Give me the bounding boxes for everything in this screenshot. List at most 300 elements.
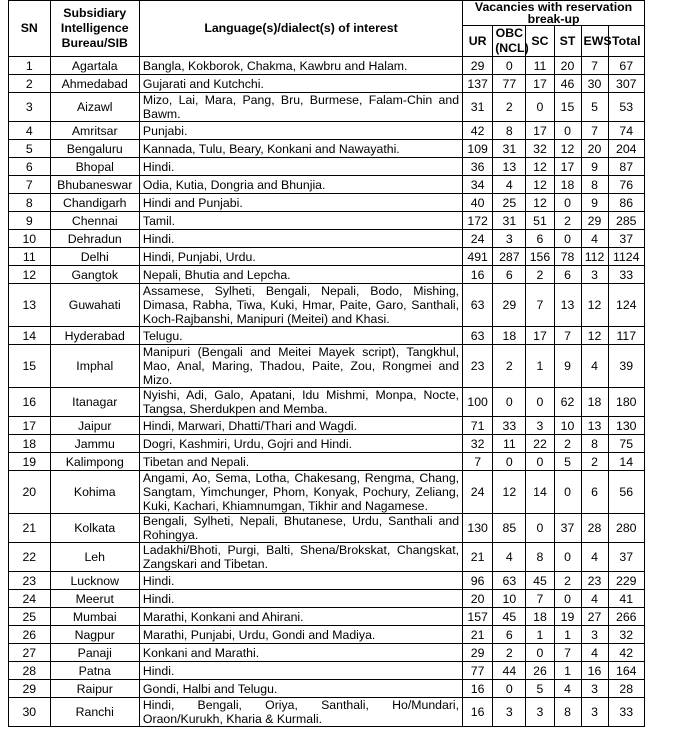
cell-total: 285 bbox=[608, 212, 644, 230]
cell-ur: 16 bbox=[463, 266, 493, 284]
cell-ur: 71 bbox=[463, 417, 493, 435]
cell-sn: 21 bbox=[9, 514, 51, 543]
cell-sn: 8 bbox=[9, 194, 51, 212]
cell-ur: 96 bbox=[463, 572, 493, 590]
cell-st: 1 bbox=[554, 626, 581, 644]
header-total: Total bbox=[608, 26, 644, 57]
cell-ur: 32 bbox=[463, 435, 493, 453]
cell-sc: 3 bbox=[526, 417, 554, 435]
table-row bbox=[9, 230, 645, 248]
cell-sn: 1 bbox=[9, 57, 51, 75]
cell-ews: 13 bbox=[581, 417, 608, 435]
cell-sc: 156 bbox=[526, 248, 554, 266]
cell-sc: 17 bbox=[526, 327, 554, 345]
table-row bbox=[9, 698, 645, 727]
cell-obc: 63 bbox=[493, 572, 526, 590]
cell-obc: 11 bbox=[493, 435, 526, 453]
cell-obc: 77 bbox=[493, 75, 526, 93]
cell-st: 13 bbox=[554, 284, 581, 327]
cell-language: Marathi, Punjabi, Urdu, Gondi and Madiya. bbox=[139, 626, 462, 644]
header-obc: OBC (NCL) bbox=[493, 26, 526, 57]
cell-obc: 2 bbox=[493, 93, 526, 122]
table-row bbox=[9, 417, 645, 435]
cell-ur: 31 bbox=[463, 93, 493, 122]
cell-st: 18 bbox=[554, 176, 581, 194]
cell-total: 39 bbox=[608, 345, 644, 388]
cell-total: 164 bbox=[608, 662, 644, 680]
cell-language: Ladakhi/Bhoti, Purgi, Balti, Shena/Brokskat, Changskat, Zangskari and Tibetan. bbox=[139, 543, 462, 572]
cell-obc: 33 bbox=[493, 417, 526, 435]
cell-st: 37 bbox=[554, 514, 581, 543]
table-row bbox=[9, 435, 645, 453]
table-row bbox=[9, 327, 645, 345]
cell-sc: 17 bbox=[526, 75, 554, 93]
cell-sc: 1 bbox=[526, 626, 554, 644]
cell-sc: 0 bbox=[526, 644, 554, 662]
header-ews: EWS bbox=[581, 26, 608, 57]
cell-sn: 22 bbox=[9, 543, 51, 572]
cell-obc: 18 bbox=[493, 327, 526, 345]
table-header bbox=[9, 1, 645, 57]
cell-st: 5 bbox=[554, 453, 581, 471]
cell-sib: Kalimpong bbox=[50, 453, 139, 471]
cell-st: 6 bbox=[554, 266, 581, 284]
cell-sc: 6 bbox=[526, 230, 554, 248]
cell-sc: 14 bbox=[526, 471, 554, 514]
cell-total: 130 bbox=[608, 417, 644, 435]
cell-st: 17 bbox=[554, 158, 581, 176]
cell-ur: 63 bbox=[463, 327, 493, 345]
cell-ews: 3 bbox=[581, 626, 608, 644]
cell-ews: 9 bbox=[581, 194, 608, 212]
cell-language: Bangla, Kokborok, Chakma, Kawbru and Halam. bbox=[139, 57, 462, 75]
cell-language: Bengali, Sylheti, Nepali, Bhutanese, Urdu, Santhali and Rohingya. bbox=[139, 514, 462, 543]
cell-st: 12 bbox=[554, 140, 581, 158]
table-row bbox=[9, 514, 645, 543]
cell-ur: 29 bbox=[463, 57, 493, 75]
cell-language: Mizo, Lai, Mara, Pang, Bru, Burmese, Falam-Chin and Bawm. bbox=[139, 93, 462, 122]
cell-ews: 29 bbox=[581, 212, 608, 230]
cell-st: 9 bbox=[554, 345, 581, 388]
cell-sc: 32 bbox=[526, 140, 554, 158]
cell-language: Odia, Kutia, Dongria and Bhunjia. bbox=[139, 176, 462, 194]
cell-language: Nyishi, Adi, Galo, Apatani, Idu Mishmi, Monpa, Nocte, Tangsa, Sherdukpen and Memba. bbox=[139, 388, 462, 417]
cell-total: 37 bbox=[608, 543, 644, 572]
cell-total: 41 bbox=[608, 590, 644, 608]
cell-language: Hindi. bbox=[139, 158, 462, 176]
cell-total: 56 bbox=[608, 471, 644, 514]
table-row bbox=[9, 176, 645, 194]
cell-obc: 0 bbox=[493, 57, 526, 75]
cell-language: Hindi. bbox=[139, 572, 462, 590]
cell-ews: 4 bbox=[581, 543, 608, 572]
cell-ews: 16 bbox=[581, 662, 608, 680]
cell-sn: 5 bbox=[9, 140, 51, 158]
cell-st: 62 bbox=[554, 388, 581, 417]
cell-sn: 16 bbox=[9, 388, 51, 417]
cell-ur: 109 bbox=[463, 140, 493, 158]
cell-st: 2 bbox=[554, 435, 581, 453]
cell-ews: 23 bbox=[581, 572, 608, 590]
cell-language: Angami, Ao, Sema, Lotha, Chakesang, Rengma, Chang, Sangtam, Yimchunger, Phom, Konyak, Pochury, Zeliang, Kuki, Kachari, Khiamnumgan, Tikhir and Nagamese. bbox=[139, 471, 462, 514]
table-row bbox=[9, 75, 645, 93]
cell-ews: 2 bbox=[581, 453, 608, 471]
cell-language: Kannada, Tulu, Beary, Konkani and Nawayathi. bbox=[139, 140, 462, 158]
cell-obc: 29 bbox=[493, 284, 526, 327]
cell-sn: 24 bbox=[9, 590, 51, 608]
cell-ur: 34 bbox=[463, 176, 493, 194]
cell-sib: Hyderabad bbox=[50, 327, 139, 345]
cell-ur: 172 bbox=[463, 212, 493, 230]
cell-total: 32 bbox=[608, 626, 644, 644]
cell-sc: 26 bbox=[526, 662, 554, 680]
cell-st: 2 bbox=[554, 572, 581, 590]
cell-obc: 2 bbox=[493, 345, 526, 388]
cell-language: Nepali, Bhutia and Lepcha. bbox=[139, 266, 462, 284]
cell-total: 180 bbox=[608, 388, 644, 417]
cell-sc: 18 bbox=[526, 608, 554, 626]
cell-sib: Kohima bbox=[50, 471, 139, 514]
cell-total: 87 bbox=[608, 158, 644, 176]
cell-sn: 7 bbox=[9, 176, 51, 194]
cell-st: 2 bbox=[554, 212, 581, 230]
cell-st: 0 bbox=[554, 122, 581, 140]
cell-sn: 26 bbox=[9, 626, 51, 644]
cell-sc: 17 bbox=[526, 122, 554, 140]
cell-total: 76 bbox=[608, 176, 644, 194]
cell-sc: 3 bbox=[526, 698, 554, 727]
table-row bbox=[9, 680, 645, 698]
cell-language: Hindi, Punjabi, Urdu. bbox=[139, 248, 462, 266]
cell-sn: 9 bbox=[9, 212, 51, 230]
cell-ews: 12 bbox=[581, 284, 608, 327]
table-row bbox=[9, 572, 645, 590]
cell-ur: 16 bbox=[463, 680, 493, 698]
cell-ews: 8 bbox=[581, 435, 608, 453]
cell-language: Manipuri (Bengali and Meitei Mayek script), Tangkhul, Mao, Anal, Maring, Thadou, Paite, Zou, Rongmei and Mizo. bbox=[139, 345, 462, 388]
cell-total: 74 bbox=[608, 122, 644, 140]
cell-sib: Agartala bbox=[50, 57, 139, 75]
cell-ews: 18 bbox=[581, 388, 608, 417]
header-sn: SN bbox=[9, 1, 51, 57]
table-row bbox=[9, 284, 645, 327]
cell-st: 0 bbox=[554, 590, 581, 608]
cell-sn: 13 bbox=[9, 284, 51, 327]
cell-obc: 85 bbox=[493, 514, 526, 543]
cell-sc: 12 bbox=[526, 176, 554, 194]
cell-ur: 137 bbox=[463, 75, 493, 93]
cell-total: 42 bbox=[608, 644, 644, 662]
cell-sn: 4 bbox=[9, 122, 51, 140]
cell-language: Assamese, Sylheti, Bengali, Nepali, Bodo, Mishing, Dimasa, Rabha, Tiwa, Kuki, Hmar, Paite, Garo, Santhali, Koch-Rajbanshi, Manipuri (Meitei) and Khasi. bbox=[139, 284, 462, 327]
cell-sib: Bhubaneswar bbox=[50, 176, 139, 194]
cell-sib: Mumbai bbox=[50, 608, 139, 626]
cell-ur: 21 bbox=[463, 626, 493, 644]
cell-total: 75 bbox=[608, 435, 644, 453]
cell-ur: 29 bbox=[463, 644, 493, 662]
cell-obc: 6 bbox=[493, 626, 526, 644]
cell-st: 15 bbox=[554, 93, 581, 122]
cell-sn: 15 bbox=[9, 345, 51, 388]
cell-obc: 12 bbox=[493, 471, 526, 514]
cell-ews: 4 bbox=[581, 345, 608, 388]
cell-sc: 0 bbox=[526, 514, 554, 543]
cell-ur: 77 bbox=[463, 662, 493, 680]
cell-language: Hindi, Bengali, Oriya, Santhali, Ho/Mundari, Oraon/Kurukh, Kharia & Kurmali. bbox=[139, 698, 462, 727]
table-row bbox=[9, 212, 645, 230]
cell-language: Marathi, Konkani and Ahirani. bbox=[139, 608, 462, 626]
cell-sib: Chandigarh bbox=[50, 194, 139, 212]
cell-sib: Chennai bbox=[50, 212, 139, 230]
cell-obc: 4 bbox=[493, 176, 526, 194]
cell-sib: Bhopal bbox=[50, 158, 139, 176]
cell-obc: 45 bbox=[493, 608, 526, 626]
cell-sib: Panaji bbox=[50, 644, 139, 662]
cell-sn: 11 bbox=[9, 248, 51, 266]
cell-st: 10 bbox=[554, 417, 581, 435]
cell-ews: 4 bbox=[581, 230, 608, 248]
cell-sib: Nagpur bbox=[50, 626, 139, 644]
cell-sib: Ranchi bbox=[50, 698, 139, 727]
cell-ur: 63 bbox=[463, 284, 493, 327]
cell-sib: Ahmedabad bbox=[50, 75, 139, 93]
cell-sib: Gangtok bbox=[50, 266, 139, 284]
cell-sib: Patna bbox=[50, 662, 139, 680]
cell-obc: 4 bbox=[493, 543, 526, 572]
cell-sc: 11 bbox=[526, 57, 554, 75]
cell-ur: 36 bbox=[463, 158, 493, 176]
cell-st: 19 bbox=[554, 608, 581, 626]
cell-total: 307 bbox=[608, 75, 644, 93]
cell-ews: 3 bbox=[581, 680, 608, 698]
cell-language: Gujarati and Kutchchi. bbox=[139, 75, 462, 93]
cell-st: 0 bbox=[554, 194, 581, 212]
vacancy-table-container bbox=[8, 0, 645, 727]
cell-sc: 22 bbox=[526, 435, 554, 453]
cell-ews: 8 bbox=[581, 176, 608, 194]
cell-ur: 130 bbox=[463, 514, 493, 543]
cell-obc: 31 bbox=[493, 140, 526, 158]
cell-sib: Delhi bbox=[50, 248, 139, 266]
cell-language: Hindi. bbox=[139, 662, 462, 680]
cell-sc: 51 bbox=[526, 212, 554, 230]
cell-obc: 6 bbox=[493, 266, 526, 284]
cell-sc: 1 bbox=[526, 345, 554, 388]
cell-ews: 30 bbox=[581, 75, 608, 93]
cell-ews: 12 bbox=[581, 327, 608, 345]
cell-st: 4 bbox=[554, 680, 581, 698]
cell-sib: Leh bbox=[50, 543, 139, 572]
cell-sib: Raipur bbox=[50, 680, 139, 698]
cell-ur: 21 bbox=[463, 543, 493, 572]
cell-sn: 17 bbox=[9, 417, 51, 435]
cell-ur: 100 bbox=[463, 388, 493, 417]
cell-sn: 19 bbox=[9, 453, 51, 471]
table-row bbox=[9, 140, 645, 158]
cell-total: 67 bbox=[608, 57, 644, 75]
cell-sn: 23 bbox=[9, 572, 51, 590]
cell-sib: Imphal bbox=[50, 345, 139, 388]
cell-st: 1 bbox=[554, 662, 581, 680]
table-row bbox=[9, 388, 645, 417]
cell-st: 7 bbox=[554, 327, 581, 345]
cell-sc: 0 bbox=[526, 388, 554, 417]
cell-sn: 14 bbox=[9, 327, 51, 345]
cell-obc: 13 bbox=[493, 158, 526, 176]
table-row bbox=[9, 345, 645, 388]
cell-obc: 0 bbox=[493, 680, 526, 698]
cell-ews: 6 bbox=[581, 471, 608, 514]
cell-obc: 25 bbox=[493, 194, 526, 212]
vacancy-table bbox=[8, 0, 645, 727]
cell-st: 0 bbox=[554, 543, 581, 572]
table-row bbox=[9, 626, 645, 644]
cell-total: 124 bbox=[608, 284, 644, 327]
header-vacancies: Vacancies with reservation break-up bbox=[463, 1, 645, 26]
cell-ews: 7 bbox=[581, 122, 608, 140]
table-row bbox=[9, 644, 645, 662]
header-sib: Subsidiary Intelligence Bureau/SIB bbox=[50, 1, 139, 57]
cell-sib: Lucknow bbox=[50, 572, 139, 590]
cell-ews: 112 bbox=[581, 248, 608, 266]
header-sc: SC bbox=[526, 26, 554, 57]
cell-sn: 30 bbox=[9, 698, 51, 727]
table-row bbox=[9, 248, 645, 266]
cell-total: 37 bbox=[608, 230, 644, 248]
header-st: ST bbox=[554, 26, 581, 57]
cell-sib: Itanagar bbox=[50, 388, 139, 417]
cell-ews: 4 bbox=[581, 644, 608, 662]
cell-total: 229 bbox=[608, 572, 644, 590]
table-row bbox=[9, 57, 645, 75]
cell-obc: 31 bbox=[493, 212, 526, 230]
cell-language: Hindi. bbox=[139, 590, 462, 608]
cell-sc: 0 bbox=[526, 453, 554, 471]
cell-sc: 7 bbox=[526, 284, 554, 327]
cell-sib: Kolkata bbox=[50, 514, 139, 543]
cell-sc: 8 bbox=[526, 543, 554, 572]
table-row bbox=[9, 93, 645, 122]
cell-language: Tamil. bbox=[139, 212, 462, 230]
cell-total: 266 bbox=[608, 608, 644, 626]
cell-language: Hindi, Marwari, Dhatti/Thari and Wagdi. bbox=[139, 417, 462, 435]
table-row bbox=[9, 158, 645, 176]
cell-obc: 10 bbox=[493, 590, 526, 608]
table-row bbox=[9, 471, 645, 514]
cell-total: 117 bbox=[608, 327, 644, 345]
cell-sn: 3 bbox=[9, 93, 51, 122]
cell-total: 1124 bbox=[608, 248, 644, 266]
cell-sib: Guwahati bbox=[50, 284, 139, 327]
cell-st: 78 bbox=[554, 248, 581, 266]
cell-sc: 12 bbox=[526, 158, 554, 176]
cell-ur: 24 bbox=[463, 471, 493, 514]
cell-ur: 157 bbox=[463, 608, 493, 626]
cell-ews: 3 bbox=[581, 698, 608, 727]
cell-ews: 27 bbox=[581, 608, 608, 626]
cell-ews: 5 bbox=[581, 93, 608, 122]
table-row bbox=[9, 122, 645, 140]
cell-language: Dogri, Kashmiri, Urdu, Gojri and Hindi. bbox=[139, 435, 462, 453]
cell-obc: 287 bbox=[493, 248, 526, 266]
cell-language: Telugu. bbox=[139, 327, 462, 345]
cell-obc: 3 bbox=[493, 230, 526, 248]
cell-ews: 3 bbox=[581, 266, 608, 284]
cell-total: 86 bbox=[608, 194, 644, 212]
cell-sib: Amritsar bbox=[50, 122, 139, 140]
cell-total: 14 bbox=[608, 453, 644, 471]
cell-st: 46 bbox=[554, 75, 581, 93]
cell-language: Konkani and Marathi. bbox=[139, 644, 462, 662]
cell-sn: 29 bbox=[9, 680, 51, 698]
cell-st: 7 bbox=[554, 644, 581, 662]
table-row bbox=[9, 590, 645, 608]
cell-obc: 8 bbox=[493, 122, 526, 140]
cell-st: 8 bbox=[554, 698, 581, 727]
cell-total: 28 bbox=[608, 680, 644, 698]
cell-sc: 2 bbox=[526, 266, 554, 284]
cell-ews: 9 bbox=[581, 158, 608, 176]
cell-obc: 0 bbox=[493, 453, 526, 471]
table-row bbox=[9, 453, 645, 471]
cell-sn: 27 bbox=[9, 644, 51, 662]
table-body bbox=[9, 57, 645, 727]
cell-total: 33 bbox=[608, 698, 644, 727]
header-language: Language(s)/dialect(s) of interest bbox=[139, 1, 462, 57]
cell-st: 20 bbox=[554, 57, 581, 75]
cell-total: 53 bbox=[608, 93, 644, 122]
cell-sib: Jaipur bbox=[50, 417, 139, 435]
table-row bbox=[9, 662, 645, 680]
cell-language: Hindi and Punjabi. bbox=[139, 194, 462, 212]
cell-sn: 28 bbox=[9, 662, 51, 680]
cell-obc: 0 bbox=[493, 388, 526, 417]
cell-sib: Jammu bbox=[50, 435, 139, 453]
cell-ews: 7 bbox=[581, 57, 608, 75]
cell-sn: 25 bbox=[9, 608, 51, 626]
cell-language: Tibetan and Nepali. bbox=[139, 453, 462, 471]
cell-ur: 40 bbox=[463, 194, 493, 212]
cell-ur: 7 bbox=[463, 453, 493, 471]
cell-sn: 6 bbox=[9, 158, 51, 176]
cell-total: 280 bbox=[608, 514, 644, 543]
cell-ur: 20 bbox=[463, 590, 493, 608]
cell-sc: 12 bbox=[526, 194, 554, 212]
cell-obc: 44 bbox=[493, 662, 526, 680]
cell-ews: 4 bbox=[581, 590, 608, 608]
cell-sn: 18 bbox=[9, 435, 51, 453]
cell-total: 33 bbox=[608, 266, 644, 284]
cell-ews: 20 bbox=[581, 140, 608, 158]
cell-sc: 7 bbox=[526, 590, 554, 608]
cell-ews: 28 bbox=[581, 514, 608, 543]
cell-obc: 3 bbox=[493, 698, 526, 727]
table-row bbox=[9, 266, 645, 284]
cell-sc: 0 bbox=[526, 93, 554, 122]
cell-sn: 12 bbox=[9, 266, 51, 284]
cell-ur: 42 bbox=[463, 122, 493, 140]
table-row bbox=[9, 194, 645, 212]
cell-sn: 10 bbox=[9, 230, 51, 248]
cell-language: Punjabi. bbox=[139, 122, 462, 140]
cell-total: 204 bbox=[608, 140, 644, 158]
cell-sn: 2 bbox=[9, 75, 51, 93]
cell-sc: 45 bbox=[526, 572, 554, 590]
cell-ur: 16 bbox=[463, 698, 493, 727]
cell-obc: 2 bbox=[493, 644, 526, 662]
header-ur: UR bbox=[463, 26, 493, 57]
table-row bbox=[9, 608, 645, 626]
